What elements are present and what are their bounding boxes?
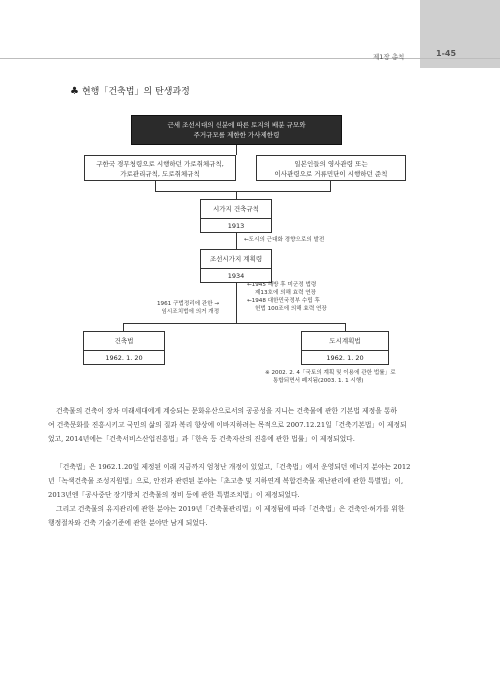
connector: [345, 323, 346, 331]
korean-rules-line-1: 구한국 경무청령으로 시행하던 가로취체규칙,: [96, 160, 224, 168]
korean-rules-line-2: 가로관리규칙, 도로취체규칙: [120, 170, 200, 178]
paragraph-line: 여 건축문화를 진흥시키고 국민의 삶의 질과 복리 향상에 이바지하려는 목적으로 2007.12.21일「건축기본법」이 제정되: [48, 421, 407, 429]
diagram-box-sigaji-building-rules: [200, 199, 272, 233]
connector: [155, 191, 331, 192]
joseon-title: 조선시가지 계획령: [209, 255, 263, 263]
connector: [330, 181, 331, 191]
diagram-box-origin: [131, 115, 342, 145]
note-revision-line-2: 임시조치법에 의거 개정: [161, 309, 220, 315]
connector: [123, 323, 124, 331]
sigaji-title: 시가지 건축규칙: [212, 205, 260, 213]
connector: [155, 181, 156, 191]
note-extension-line-1: ←1945 해방 후 미군정 법령: [247, 282, 317, 288]
note-extension-line-3: ←1948 대한민국정부 수립 후: [247, 298, 320, 304]
header-rule: [0, 58, 500, 59]
connector: [123, 323, 346, 324]
urban-planning-title: 도시계획법: [329, 337, 361, 345]
urban-planning-date: 1962. 1. 20: [302, 350, 388, 365]
paragraph-line: 행정절차와 건축 기술기준에 관한 분야만 남게 되었다.: [48, 519, 208, 527]
paragraph-line: 건축물의 건축이 장차 미래세대에게 계승되는 문화유산으로서의 공공성을 지니는 건축물에 관한 기본법 제정을 통하: [56, 407, 398, 415]
chapter-label: 제1장 총칙: [373, 53, 405, 61]
note-extension: [247, 281, 327, 313]
section-title: [70, 84, 190, 97]
origin-line-2: 주거규모를 제한한 가사제한령: [193, 131, 280, 139]
paragraph-1: [48, 404, 453, 446]
paragraph-line: 「건축법」은 1962.1.20일 제정된 이래 지금까지 엄청난 개정이 있었고,「건축법」에서 운영되던 에너지 분야는 2012: [56, 463, 411, 471]
diagram-box-urban-planning-act: [301, 331, 389, 365]
footnote-line-2: 통합되면서 폐지됨(2003. 1. 1 시행): [273, 378, 364, 384]
building-act-date: 1962. 1. 20: [84, 350, 164, 365]
origin-line-1: 근세 조선시대의 신분에 따른 토지의 배분 규모와: [167, 121, 306, 129]
note-revision-line-1: 1961 구법정리에 관한 →: [157, 301, 220, 307]
note-modernization: ←도시의 근대화 경향으로의 발전: [244, 237, 325, 243]
connector: [236, 283, 237, 323]
paragraph-line: 그리고 건축물의 유지관리에 관한 분야는 2019년「건축물관리법」이 제정됨에 따라「건축법」은 건축인·허가를 위한: [56, 505, 405, 513]
diagram-box-japanese-consular-rules: [256, 155, 406, 181]
club-icon: ♣: [70, 86, 79, 97]
footnote-line-1: ※ 2002. 2. 4「국토의 계획 및 이용에 관한 법률」로: [265, 370, 396, 376]
section-title-text: 현행「건축법」의 탄생과정: [81, 87, 190, 97]
paragraph-line: 2013년엔「공사중단 장기방치 건축물의 정비 등에 관한 특별조치법」이 제정되었다.: [48, 491, 300, 499]
japanese-rules-line-2: 이사관령으로 거류민단이 시행하던 준칙: [274, 170, 388, 178]
diagram-box-building-act: [83, 331, 165, 365]
joseon-year: 1934: [201, 268, 271, 283]
diagram-footnote: [265, 369, 396, 385]
paragraph-2: [48, 460, 453, 530]
note-1961-revision: [157, 300, 219, 316]
connector: [236, 233, 237, 249]
building-act-title: 건축법: [114, 337, 134, 345]
japanese-rules-line-1: 일본인들의 영사관령 또는: [294, 160, 368, 168]
diagram-box-joseon-urban-planning: [200, 249, 272, 283]
paragraph-line: 년「녹색건축물 조성지원법」으로, 안전과 관련된 분야는「초고층 및 지하연계 복합건축물 재난관리에 관한 특별법」이,: [48, 477, 404, 485]
sigaji-year: 1913: [201, 218, 271, 233]
note-extension-line-2: 제13호에 의해 효력 연장: [255, 290, 317, 296]
diagram-box-korean-police-rules: [84, 155, 236, 181]
connector: [236, 145, 237, 155]
paragraph-line: 었고, 2014년에는「건축서비스산업진흥법」과「한옥 등 건축자산의 진흥에 관한 법률」이 제정되었다.: [48, 435, 355, 443]
page-number: 1-45: [436, 49, 457, 58]
note-extension-line-4: 헌법 100조에 의해 효력 연장: [255, 306, 327, 312]
connector: [236, 191, 237, 199]
